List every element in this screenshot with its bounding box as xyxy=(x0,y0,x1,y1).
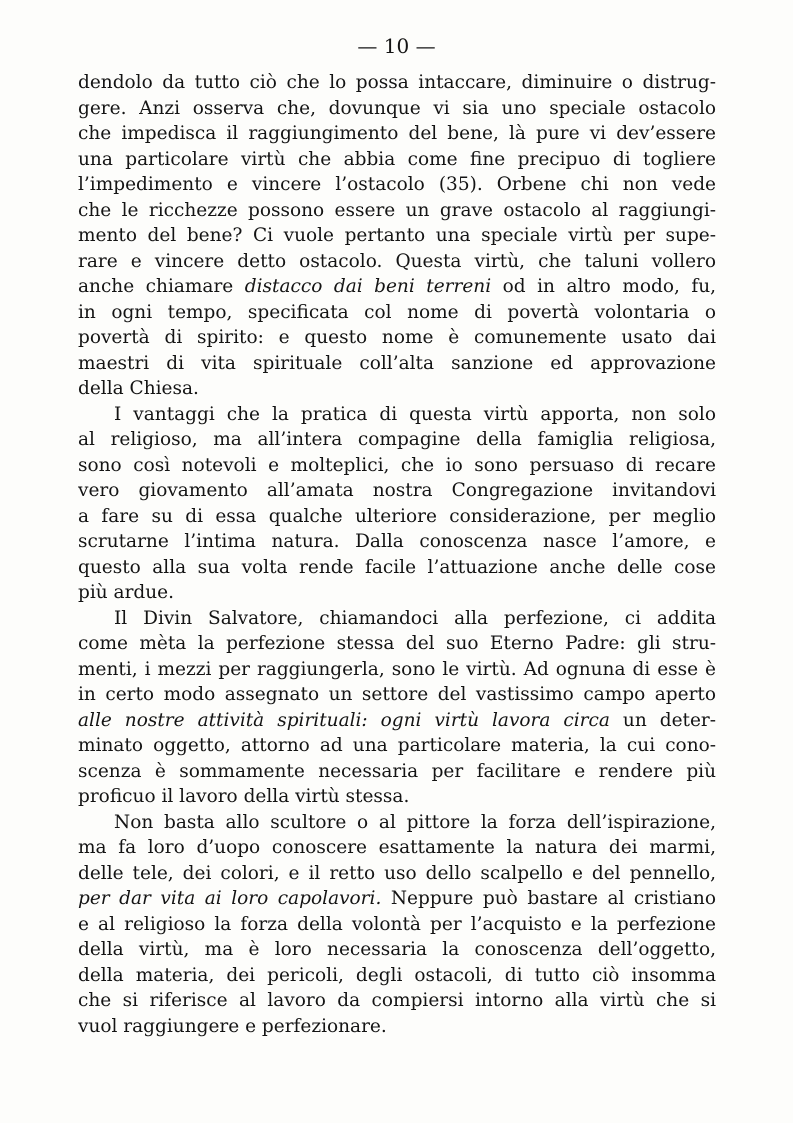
text-line: ma fa loro d’uopo conoscere esattamente la natura dei marmi, xyxy=(78,837,716,858)
text-line: in certo modo assegnato un settore del vastissimo campo aperto xyxy=(78,684,716,705)
text-line: Il Divin Salvatore, chiamandoci alla perfezione, ci addita xyxy=(114,607,716,629)
text-line xyxy=(78,274,716,300)
text-line: una particolare virtù che abbia come fine precipuo di togliere xyxy=(78,148,716,170)
text-line: delle tele, dei colori, e il retto uso dello scalpello e del pennello, xyxy=(78,862,716,884)
text-line: I vantaggi che la pratica di questa virtù apporta, non solo xyxy=(114,403,716,425)
text-line: scrutarne l’intima natura. Dalla conoscenza nasce l’amore, e xyxy=(78,531,716,552)
text-line: della Chiesa. xyxy=(78,378,199,399)
text-line: che le ricchezze possono essere un grave ostacolo al raggiungi- xyxy=(78,199,716,221)
italic-text: alle nostre attività spirituali: ogni virtù lavora circa xyxy=(78,709,610,731)
text-line: che si riferisce al lavoro da compiersi intorno alla virtù che si xyxy=(78,990,716,1011)
text-line: minato oggetto, attorno ad una particolare materia, la cui cono- xyxy=(78,735,716,756)
text-line: della virtù, ma è loro necessaria la conoscenza dell’oggetto, xyxy=(78,939,716,960)
text-span: anche chiamare xyxy=(78,276,245,297)
text-line: Non basta allo scultore o al pittore la forza dell’ispirazione, xyxy=(114,811,716,833)
text-span: od in altro modo, fu, xyxy=(491,276,716,297)
text-line: più ardue. xyxy=(78,582,175,603)
text-line: l’impedimento e vincere l’ostacolo (35). Orbene chi non vede xyxy=(78,174,716,195)
text-line: menti, i mezzi per raggiungerla, sono le virtù. Ad ognuna di esse è xyxy=(78,658,716,680)
text-span: Neppure può bastare al cristiano xyxy=(381,888,716,909)
text-line: al religioso, ma all’intera compagine della famiglia religiosa, xyxy=(78,429,716,450)
text-line: come mèta la perfezione stessa del suo Eterno Padre: gli stru- xyxy=(78,633,716,654)
text-line: gere. Anzi osserva che, dovunque vi sia uno speciale ostacolo xyxy=(78,97,716,119)
text-line xyxy=(78,886,716,912)
text-line: proficuo il lavoro della virtù stessa. xyxy=(78,786,410,807)
text-line: vuol raggiungere e perfezionare. xyxy=(78,1015,387,1037)
text-line: dendolo da tutto ciò che lo possa intaccare, diminuire o distrug- xyxy=(78,72,716,93)
text-line: sono così notevoli e molteplici, che io sono persuaso di recare xyxy=(78,454,716,476)
text-line: maestri di vita spirituale coll’alta sanzione ed approvazione xyxy=(78,352,716,374)
text-line: questo alla sua volta rende facile l’attuazione anche delle cose xyxy=(78,556,716,578)
text-line: in ogni tempo, specificata col nome di povertà volontaria o xyxy=(78,301,716,323)
text-line: a fare su di essa qualche ulteriore considerazione, per meglio xyxy=(78,505,716,527)
italic-text: per dar vita ai loro capolavori. xyxy=(78,888,382,909)
text-line: vero giovamento all’amata nostra Congregazione invitandovi xyxy=(78,480,716,501)
italic-text: distacco dai beni terreni xyxy=(244,276,492,297)
text-line: mento del bene? Ci vuole pertanto una speciale virtù per supe- xyxy=(78,225,716,246)
body-text xyxy=(78,70,716,1039)
text-line: rare e vincere detto ostacolo. Questa virtù, che taluni vollero xyxy=(78,250,716,272)
text-line: scenza è sommamente necessaria per facilitare e rendere più xyxy=(78,760,716,782)
text-line: che impedisca il raggiungimento del bene, là pure vi dev’essere xyxy=(78,123,716,144)
page-number: — 10 — xyxy=(357,34,436,58)
text-line: povertà di spirito: e questo nome è comunemente usato dai xyxy=(78,327,716,348)
text-line: e al religioso la forza della volontà per l’acquisto e la perfezione xyxy=(78,913,716,935)
text-line: della materia, dei pericoli, degli ostacoli, di tutto ciò insomma xyxy=(78,964,716,986)
text-line xyxy=(78,708,716,734)
text-span: un deter- xyxy=(609,709,716,731)
